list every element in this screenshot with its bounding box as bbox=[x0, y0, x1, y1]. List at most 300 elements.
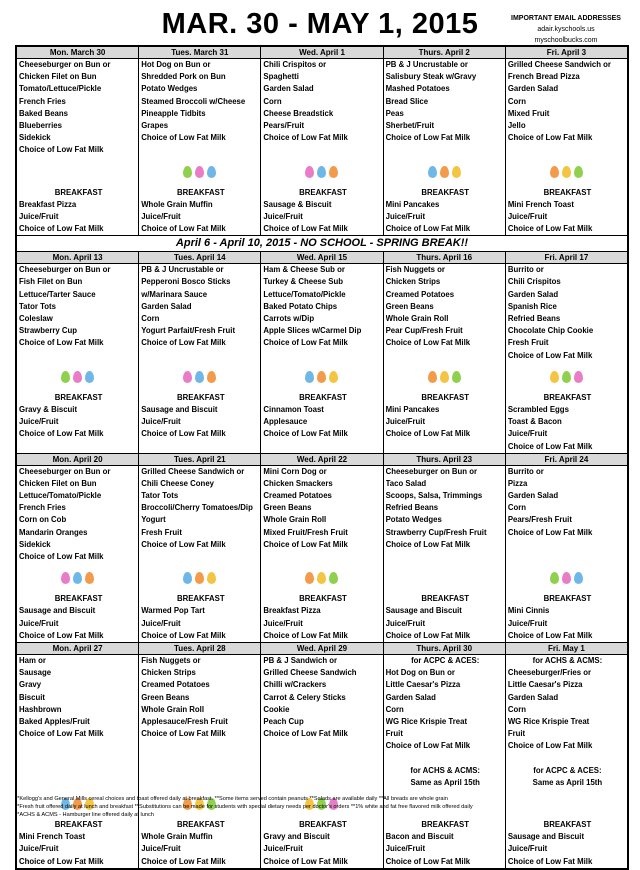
day-header: Wed. April 15 bbox=[261, 252, 382, 264]
lunch-item bbox=[263, 752, 382, 764]
day-cell bbox=[384, 47, 506, 235]
day-cell bbox=[506, 643, 627, 868]
lunch-item: Lettuce/Tomato/Pickle bbox=[19, 491, 102, 501]
breakfast-item: Choice of Low Fat Milk bbox=[19, 856, 104, 866]
lunch-item: Choice of Low Fat Milk bbox=[19, 145, 104, 155]
egg-icon bbox=[562, 166, 571, 178]
lunch-item: Mini Corn Dog or bbox=[263, 466, 327, 476]
day-cell bbox=[139, 643, 261, 868]
breakfast-item: Juice/Fruit bbox=[263, 618, 303, 628]
egg-icon bbox=[574, 166, 583, 178]
lunch-item: Choice of Low Fat Milk bbox=[141, 338, 226, 348]
day-header: Tues. March 31 bbox=[139, 47, 260, 59]
breakfast-item: Juice/Fruit bbox=[141, 211, 181, 221]
lunch-item: Garden Salad bbox=[507, 84, 559, 94]
breakfast-item: Juice/Fruit bbox=[19, 844, 59, 854]
egg-icon bbox=[329, 572, 338, 584]
breakfast-item: Juice/Fruit bbox=[385, 417, 426, 427]
spring-break-banner: April 6 - April 10, 2015 - NO SCHOOL - SPRING BREAK!! bbox=[17, 236, 627, 252]
lunch-item: Potato Wedges bbox=[141, 84, 198, 94]
lunch-item bbox=[141, 752, 260, 764]
lunch-item: Choice of Low Fat Milk bbox=[385, 539, 471, 549]
lunch-item: Corn bbox=[263, 96, 282, 106]
easter-image bbox=[386, 157, 505, 187]
breakfast-item: Warmed Pop Tart bbox=[141, 606, 205, 616]
email-heading: IMPORTANT EMAIL ADDRESSES bbox=[511, 15, 621, 22]
lunch-item: Burrito or bbox=[507, 265, 544, 275]
day-header: Fri. May 1 bbox=[506, 643, 627, 655]
breakfast-label: BREAKFAST bbox=[299, 594, 347, 604]
lunch-item: Choice of Low Fat Milk bbox=[19, 338, 104, 348]
day-cell bbox=[139, 47, 261, 235]
lunch-item: Apple Slices w/Carmel Dip bbox=[263, 326, 362, 336]
lunch-item bbox=[263, 765, 382, 777]
lunch-item: Sidekick bbox=[19, 539, 51, 549]
easter-image bbox=[141, 157, 260, 187]
lunch-item: Corn bbox=[507, 503, 527, 513]
lunch-item: Choice of Low Fat Milk bbox=[141, 133, 226, 143]
breakfast-item bbox=[19, 441, 138, 453]
lunch-item bbox=[19, 765, 138, 777]
breakfast-item: Juice/Fruit bbox=[507, 844, 548, 854]
breakfast-item: Juice/Fruit bbox=[263, 844, 303, 854]
breakfast-item: Applesauce bbox=[263, 417, 308, 427]
lunch-item bbox=[263, 777, 382, 789]
easter-image bbox=[19, 563, 138, 593]
breakfast-label: BREAKFAST bbox=[543, 392, 592, 402]
egg-icon bbox=[183, 572, 192, 584]
breakfast-item: Mini French Toast bbox=[19, 832, 86, 842]
lunch-item: Fresh Fruit bbox=[141, 527, 182, 537]
egg-icon bbox=[207, 572, 216, 584]
easter-image bbox=[19, 362, 138, 392]
page-title: MAR. 30 - MAY 1, 2015 bbox=[161, 8, 479, 40]
lunch-item: Tomato/Lettuce/Pickle bbox=[19, 84, 102, 94]
lunch-item: Same as April 15th bbox=[532, 777, 603, 787]
lunch-item: Fish Nuggets or bbox=[141, 655, 201, 665]
lunch-item bbox=[263, 350, 382, 362]
lunch-item: Chicken Smackers bbox=[263, 478, 333, 488]
lunch-item bbox=[386, 350, 505, 362]
day-cell bbox=[261, 643, 383, 868]
breakfast-item: Sausage and Biscuit bbox=[19, 606, 96, 616]
breakfast-item: Breakfast Pizza bbox=[263, 606, 321, 616]
lunch-item: Chicken Strips bbox=[385, 277, 441, 287]
lunch-item bbox=[508, 752, 627, 764]
breakfast-item: Choice of Low Fat Milk bbox=[385, 224, 471, 234]
lunch-item: Peas bbox=[385, 108, 404, 118]
breakfast-item: Choice of Low Fat Milk bbox=[141, 630, 226, 640]
lunch-item: Chili Crispitos or bbox=[263, 60, 327, 69]
lunch-item bbox=[508, 144, 627, 156]
day-cell bbox=[261, 47, 383, 235]
lunch-item: Garden Salad bbox=[507, 692, 559, 702]
day-cell bbox=[384, 643, 506, 868]
lunch-item: Cheeseburger on Bun or bbox=[385, 466, 478, 476]
lunch-item: Garden Salad bbox=[141, 301, 192, 311]
lunch-item: Choice of Low Fat Milk bbox=[385, 133, 471, 143]
breakfast-item: Juice/Fruit bbox=[19, 211, 59, 221]
week-row bbox=[17, 454, 627, 643]
lunch-item bbox=[386, 144, 505, 156]
lunch-item: Cheese Breadstick bbox=[263, 108, 334, 118]
breakfast-item: Gravy and Biscuit bbox=[263, 832, 330, 842]
lunch-item: Choice of Low Fat Milk bbox=[141, 729, 226, 739]
lunch-item: Fruit bbox=[385, 729, 403, 739]
breakfast-item bbox=[263, 441, 382, 453]
lunch-item: Pizza bbox=[507, 478, 528, 488]
lunch-item: Hashbrown bbox=[19, 704, 62, 714]
lunch-item: Choice of Low Fat Milk bbox=[141, 539, 226, 549]
lunch-item: Pepperoni Bosco Sticks bbox=[141, 277, 231, 287]
lunch-item: Pineapple Tidbits bbox=[141, 108, 206, 118]
egg-icon bbox=[574, 371, 583, 383]
lunch-item bbox=[141, 777, 260, 789]
lunch-item: Baked Potato Chips bbox=[263, 301, 338, 311]
day-cell bbox=[17, 252, 139, 452]
lunch-item: Choice of Low Fat Milk bbox=[263, 729, 348, 739]
breakfast-item bbox=[141, 441, 260, 453]
week-row bbox=[17, 252, 627, 453]
breakfast-item: Juice/Fruit bbox=[141, 844, 181, 854]
breakfast-label: BREAKFAST bbox=[543, 820, 592, 829]
breakfast-label: BREAKFAST bbox=[176, 820, 225, 829]
egg-icon bbox=[207, 371, 216, 383]
lunch-item: Bread Slice bbox=[385, 96, 429, 106]
day-header: Mon. March 30 bbox=[17, 47, 138, 59]
breakfast-label: BREAKFAST bbox=[54, 187, 103, 197]
breakfast-item: Breakfast Pizza bbox=[19, 199, 77, 209]
lunch-item: Green Beans bbox=[385, 301, 434, 311]
breakfast-label: BREAKFAST bbox=[543, 187, 592, 197]
footnote: **Kellogg's and General Mills cereal choices and toast offered daily at breakfast. **Some items served contain peanuts **Salads are available daily **All breads are whole grain bbox=[15, 796, 448, 802]
lunch-item: PB & J Uncrustable or bbox=[385, 60, 468, 69]
lunch-item bbox=[263, 551, 382, 563]
breakfast-item: Scrambled Eggs bbox=[507, 404, 569, 414]
footnote: **Fresh fruit offered daily at lunch and breakfast **Substitutions can be made for students with special dietary needs per doctor's orders **1% white and fat free flavored milk offered daily bbox=[15, 804, 473, 810]
lunch-item: for ACHS & ACMS: bbox=[532, 655, 603, 665]
lunch-item: Choice of Low Fat Milk bbox=[385, 338, 471, 348]
lunch-item: Fruit bbox=[507, 729, 526, 739]
egg-icon bbox=[61, 572, 70, 584]
lunch-item: Little Caesar's Pizza bbox=[507, 680, 583, 690]
egg-icon bbox=[550, 371, 559, 383]
lunch-item: Chili Crispitos bbox=[507, 277, 561, 287]
lunch-item: Fish Nuggets or bbox=[385, 265, 445, 275]
week-row bbox=[17, 643, 627, 868]
lunch-item: WG Rice Krispie Treat bbox=[507, 716, 590, 726]
breakfast-label: BREAKFAST bbox=[176, 594, 225, 604]
breakfast-label: BREAKFAST bbox=[421, 392, 470, 402]
lunch-item bbox=[508, 539, 627, 551]
lunch-item: Carrots w/Dip bbox=[263, 314, 315, 323]
breakfast-label: BREAKFAST bbox=[176, 392, 225, 402]
lunch-item: Mixed Fruit bbox=[507, 108, 550, 118]
lunch-item: for ACHS & ACMS: bbox=[410, 765, 480, 775]
day-header: Thurs. April 2 bbox=[384, 47, 505, 59]
breakfast-label: BREAKFAST bbox=[543, 594, 592, 604]
lunch-item bbox=[508, 551, 627, 563]
easter-image bbox=[508, 362, 627, 392]
egg-icon bbox=[317, 166, 326, 178]
breakfast-item: Gravy & Biscuit bbox=[19, 404, 78, 414]
lunch-item bbox=[141, 740, 260, 752]
day-cell bbox=[384, 252, 506, 452]
day-header: Thurs. April 30 bbox=[384, 643, 505, 655]
day-header: Wed. April 22 bbox=[261, 454, 382, 466]
lunch-item: Choice of Low Fat Milk bbox=[19, 729, 104, 739]
lunch-item: Strawberry Cup/Fresh Fruit bbox=[385, 527, 487, 537]
egg-icon bbox=[550, 572, 559, 584]
lunch-item: Sidekick bbox=[19, 133, 51, 143]
lunch-item: Garden Salad bbox=[385, 692, 436, 702]
breakfast-item: Mini Pancakes bbox=[385, 404, 440, 414]
breakfast-item: Sausage & Biscuit bbox=[263, 199, 332, 209]
lunch-item: Grilled Cheese Sandwich or bbox=[141, 466, 245, 476]
day-header: Wed. April 29 bbox=[261, 643, 382, 655]
breakfast-item: Cinnamon Toast bbox=[263, 404, 324, 414]
menu-calendar bbox=[15, 45, 629, 870]
breakfast-item: Choice of Low Fat Milk bbox=[263, 224, 348, 234]
lunch-item: Mixed Fruit/Fresh Fruit bbox=[263, 527, 348, 537]
egg-icon bbox=[85, 371, 94, 383]
lunch-item: Grapes bbox=[141, 120, 169, 130]
breakfast-item: Choice of Low Fat Milk bbox=[141, 224, 226, 234]
lunch-item: Mandarin Oranges bbox=[19, 527, 88, 537]
breakfast-item: Whole Grain Muffin bbox=[141, 832, 213, 842]
lunch-item: Chicken Strips bbox=[141, 668, 196, 678]
egg-icon bbox=[452, 371, 461, 383]
breakfast-label: BREAKFAST bbox=[421, 594, 470, 604]
lunch-item bbox=[141, 551, 260, 563]
lunch-item: Cheeseburger on Bun or bbox=[19, 265, 111, 275]
lunch-item: Choice of Low Fat Milk bbox=[385, 741, 471, 751]
footnote: **ACHS & ACMS - Hamburger line offered daily at lunch bbox=[15, 812, 154, 818]
breakfast-item: Choice of Low Fat Milk bbox=[19, 429, 104, 439]
lunch-item: Strawberry Cup bbox=[19, 326, 78, 336]
lunch-item: Tator Tots bbox=[19, 301, 56, 311]
breakfast-label: BREAKFAST bbox=[299, 820, 347, 829]
egg-icon bbox=[574, 572, 583, 584]
breakfast-label: BREAKFAST bbox=[299, 187, 347, 197]
breakfast-item bbox=[386, 441, 505, 453]
lunch-item: for ACPC & ACES: bbox=[533, 765, 602, 775]
lunch-item: Gravy bbox=[19, 680, 42, 690]
breakfast-item: Choice of Low Fat Milk bbox=[263, 856, 348, 866]
day-cell bbox=[261, 454, 383, 642]
lunch-item: Chocolate Chip Cookie bbox=[507, 326, 594, 336]
breakfast-item: Juice/Fruit bbox=[385, 618, 426, 628]
lunch-item: Shredded Pork on Bun bbox=[141, 72, 226, 82]
breakfast-item: Juice/Fruit bbox=[507, 429, 548, 439]
lunch-item: Creamed Potatoes bbox=[263, 491, 332, 501]
lunch-item: Choice of Low Fat Milk bbox=[507, 350, 593, 360]
lunch-item: Salisbury Steak w/Gravy bbox=[385, 72, 477, 82]
breakfast-item: Choice of Low Fat Milk bbox=[141, 856, 226, 866]
lunch-item: Cookie bbox=[263, 704, 290, 714]
breakfast-item: Juice/Fruit bbox=[19, 417, 59, 427]
egg-icon bbox=[317, 371, 326, 383]
lunch-item: Corn bbox=[507, 704, 527, 714]
breakfast-item: Whole Grain Muffin bbox=[141, 199, 213, 209]
breakfast-item: Choice of Low Fat Milk bbox=[385, 630, 471, 640]
lunch-item: Whole Grain Roll bbox=[385, 314, 449, 323]
lunch-item: Carrot & Celery Sticks bbox=[263, 692, 346, 702]
lunch-item: Applesauce/Fresh Fruit bbox=[141, 716, 228, 726]
easter-image bbox=[141, 362, 260, 392]
lunch-item: Turkey & Cheese Sub bbox=[263, 277, 343, 287]
lunch-item: Choice of Low Fat Milk bbox=[507, 133, 593, 143]
lunch-item: Spaghetti bbox=[263, 72, 299, 82]
week-row bbox=[17, 47, 627, 236]
lunch-item: Ham & Cheese Sub or bbox=[263, 265, 345, 275]
lunch-item: French Bread Pizza bbox=[507, 72, 580, 82]
easter-image bbox=[263, 157, 382, 187]
lunch-item: Jello bbox=[507, 120, 526, 130]
lunch-item: Choice of Low Fat Milk bbox=[507, 741, 593, 751]
lunch-item bbox=[263, 144, 382, 156]
day-header: Mon. April 13 bbox=[17, 252, 138, 264]
egg-icon bbox=[317, 572, 326, 584]
day-header: Tues. April 28 bbox=[139, 643, 260, 655]
breakfast-item: Juice/Fruit bbox=[19, 618, 59, 628]
breakfast-item: Choice of Low Fat Milk bbox=[385, 429, 471, 439]
egg-icon bbox=[329, 371, 338, 383]
egg-icon bbox=[329, 166, 338, 178]
breakfast-item: Sausage and Biscuit bbox=[507, 832, 585, 842]
email-line[interactable]: myschoolbucks.com bbox=[534, 37, 598, 44]
lunch-item: Yogurt Parfait/Fresh Fruit bbox=[141, 326, 236, 336]
easter-image bbox=[508, 157, 627, 187]
lunch-item: Choice of Low Fat Milk bbox=[263, 338, 348, 348]
lunch-item bbox=[141, 144, 260, 156]
breakfast-item: Juice/Fruit bbox=[385, 844, 426, 854]
lunch-item: Potato Wedges bbox=[385, 515, 442, 525]
egg-icon bbox=[305, 166, 314, 178]
day-cell bbox=[506, 252, 627, 452]
breakfast-label: BREAKFAST bbox=[421, 187, 470, 197]
lunch-item: Cheeseburger on Bun or bbox=[19, 466, 111, 476]
day-header: Fri. April 24 bbox=[506, 454, 627, 466]
lunch-item: Pears/Fruit bbox=[263, 120, 305, 130]
lunch-item: Green Beans bbox=[263, 503, 312, 513]
lunch-item bbox=[386, 551, 505, 563]
breakfast-item: Choice of Low Fat Milk bbox=[263, 630, 348, 640]
breakfast-label: BREAKFAST bbox=[54, 820, 103, 829]
easter-image bbox=[263, 362, 382, 392]
lunch-item: Blueberries bbox=[19, 120, 62, 130]
lunch-item: Choice of Low Fat Milk bbox=[263, 133, 348, 143]
breakfast-label: BREAKFAST bbox=[176, 187, 225, 197]
lunch-item bbox=[19, 777, 138, 789]
egg-icon bbox=[440, 166, 449, 178]
footnotes bbox=[15, 795, 635, 819]
egg-icon bbox=[550, 166, 559, 178]
lunch-item: Chicken Filet on Bun bbox=[19, 72, 97, 82]
breakfast-item: Choice of Low Fat Milk bbox=[19, 630, 104, 640]
egg-icon bbox=[85, 572, 94, 584]
day-header: Thurs. April 23 bbox=[384, 454, 505, 466]
lunch-item: Hot Dog on Bun or bbox=[141, 60, 211, 69]
day-cell bbox=[139, 454, 261, 642]
easter-image bbox=[386, 563, 505, 593]
lunch-item: Pear Cup/Fresh Fruit bbox=[385, 326, 463, 336]
day-header: Tues. April 14 bbox=[139, 252, 260, 264]
egg-icon bbox=[73, 371, 82, 383]
egg-icon bbox=[73, 572, 82, 584]
email-line[interactable]: adair.kyschools.us bbox=[537, 26, 595, 33]
breakfast-label: BREAKFAST bbox=[54, 594, 103, 604]
breakfast-item: Mini Pancakes bbox=[385, 199, 440, 209]
lunch-item: Cheeseburger on Bun or bbox=[19, 60, 111, 69]
day-cell bbox=[17, 643, 139, 868]
day-header: Mon. April 20 bbox=[17, 454, 138, 466]
breakfast-item: Juice/Fruit bbox=[141, 417, 181, 427]
lunch-item: Garden Salad bbox=[507, 289, 559, 299]
breakfast-item: Choice of Low Fat Milk bbox=[507, 856, 593, 866]
email-addresses bbox=[506, 13, 626, 46]
egg-icon bbox=[183, 371, 192, 383]
lunch-item: Creamed Potatoes bbox=[141, 680, 210, 690]
lunch-item: PB & J Sandwich or bbox=[263, 655, 338, 665]
day-cell bbox=[384, 454, 506, 642]
lunch-item: Fish Filet on Bun bbox=[19, 277, 83, 287]
lunch-item: for ACPC & ACES: bbox=[411, 655, 480, 665]
lunch-item: Grilled Cheese Sandwich bbox=[263, 668, 357, 678]
lunch-item: Whole Grain Roll bbox=[141, 704, 205, 714]
breakfast-item: Juice/Fruit bbox=[507, 618, 548, 628]
egg-icon bbox=[305, 572, 314, 584]
lunch-item: PB & J Uncrustable or bbox=[141, 265, 224, 275]
breakfast-item: Choice of Low Fat Milk bbox=[507, 441, 593, 451]
day-header: Wed. April 1 bbox=[261, 47, 382, 59]
lunch-item: Lettuce/Tomato/Pickle bbox=[263, 289, 346, 299]
lunch-item: Mashed Potatoes bbox=[385, 84, 450, 94]
lunch-item: WG Rice Krispie Treat bbox=[385, 716, 468, 726]
lunch-item: Cheeseburger/Fries or bbox=[507, 668, 592, 678]
egg-icon bbox=[207, 166, 216, 178]
easter-image bbox=[508, 563, 627, 593]
breakfast-item: Choice of Low Fat Milk bbox=[263, 429, 348, 439]
breakfast-item: Mini French Toast bbox=[507, 199, 574, 209]
lunch-item: Yogurt bbox=[141, 515, 166, 525]
day-cell bbox=[17, 47, 139, 235]
lunch-item: Corn on Cob bbox=[19, 515, 67, 525]
breakfast-item: Toast & Bacon bbox=[507, 417, 562, 427]
lunch-item: Sausage bbox=[19, 668, 52, 678]
egg-icon bbox=[305, 371, 314, 383]
breakfast-item: Choice of Low Fat Milk bbox=[141, 429, 226, 439]
egg-icon bbox=[195, 166, 204, 178]
lunch-item: Tator Tots bbox=[141, 491, 179, 501]
breakfast-item: Juice/Fruit bbox=[385, 211, 426, 221]
lunch-item: Whole Grain Roll bbox=[263, 515, 327, 525]
lunch-item bbox=[19, 752, 138, 764]
lunch-item: Baked Apples/Fruit bbox=[19, 716, 90, 726]
egg-icon bbox=[195, 572, 204, 584]
breakfast-item: Choice of Low Fat Milk bbox=[385, 856, 471, 866]
lunch-item: French Fries bbox=[19, 96, 66, 106]
day-cell bbox=[506, 454, 627, 642]
easter-image bbox=[386, 362, 505, 392]
lunch-item: Broccoli/Cherry Tomatoes/Dip bbox=[141, 503, 253, 513]
day-header: Mon. April 27 bbox=[17, 643, 138, 655]
day-header: Thurs. April 16 bbox=[384, 252, 505, 264]
day-cell bbox=[506, 47, 627, 235]
lunch-item: Spanish Rice bbox=[507, 301, 557, 311]
breakfast-item: Juice/Fruit bbox=[141, 618, 181, 628]
breakfast-item: Bacon and Biscuit bbox=[385, 832, 454, 842]
